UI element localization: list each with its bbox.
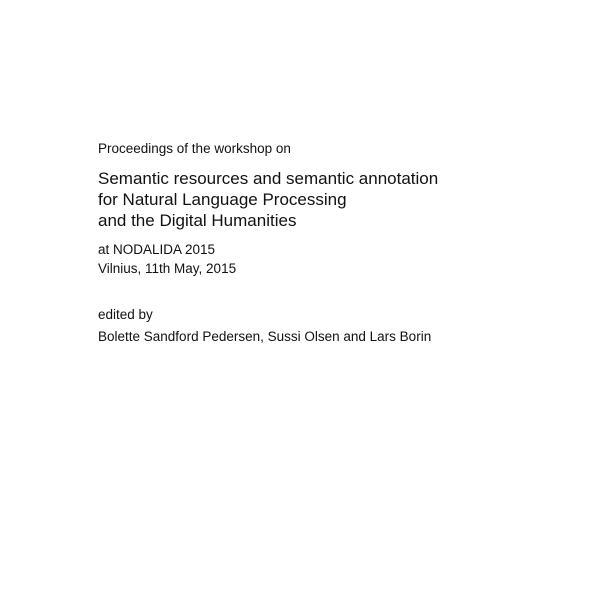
editors-block [98, 304, 431, 348]
venue-text: at NODALIDA 2015 [98, 242, 216, 257]
title-line-1: Semantic resources and semantic annotation [98, 169, 439, 188]
intro-text: Proceedings of the workshop on [98, 141, 291, 156]
edited-by-label: edited by [98, 307, 153, 322]
workshop-title [98, 168, 438, 231]
proceedings-intro [98, 140, 291, 158]
title-line-3: and the Digital Humanities [98, 211, 297, 230]
editor-names: Bolette Sandford Pedersen, Sussi Olsen and Lars Borin [98, 329, 432, 344]
venue-block [98, 240, 236, 278]
title-line-2: for Natural Language Processing [98, 190, 347, 209]
date-location-text: Vilnius, 11th May, 2015 [98, 261, 237, 276]
